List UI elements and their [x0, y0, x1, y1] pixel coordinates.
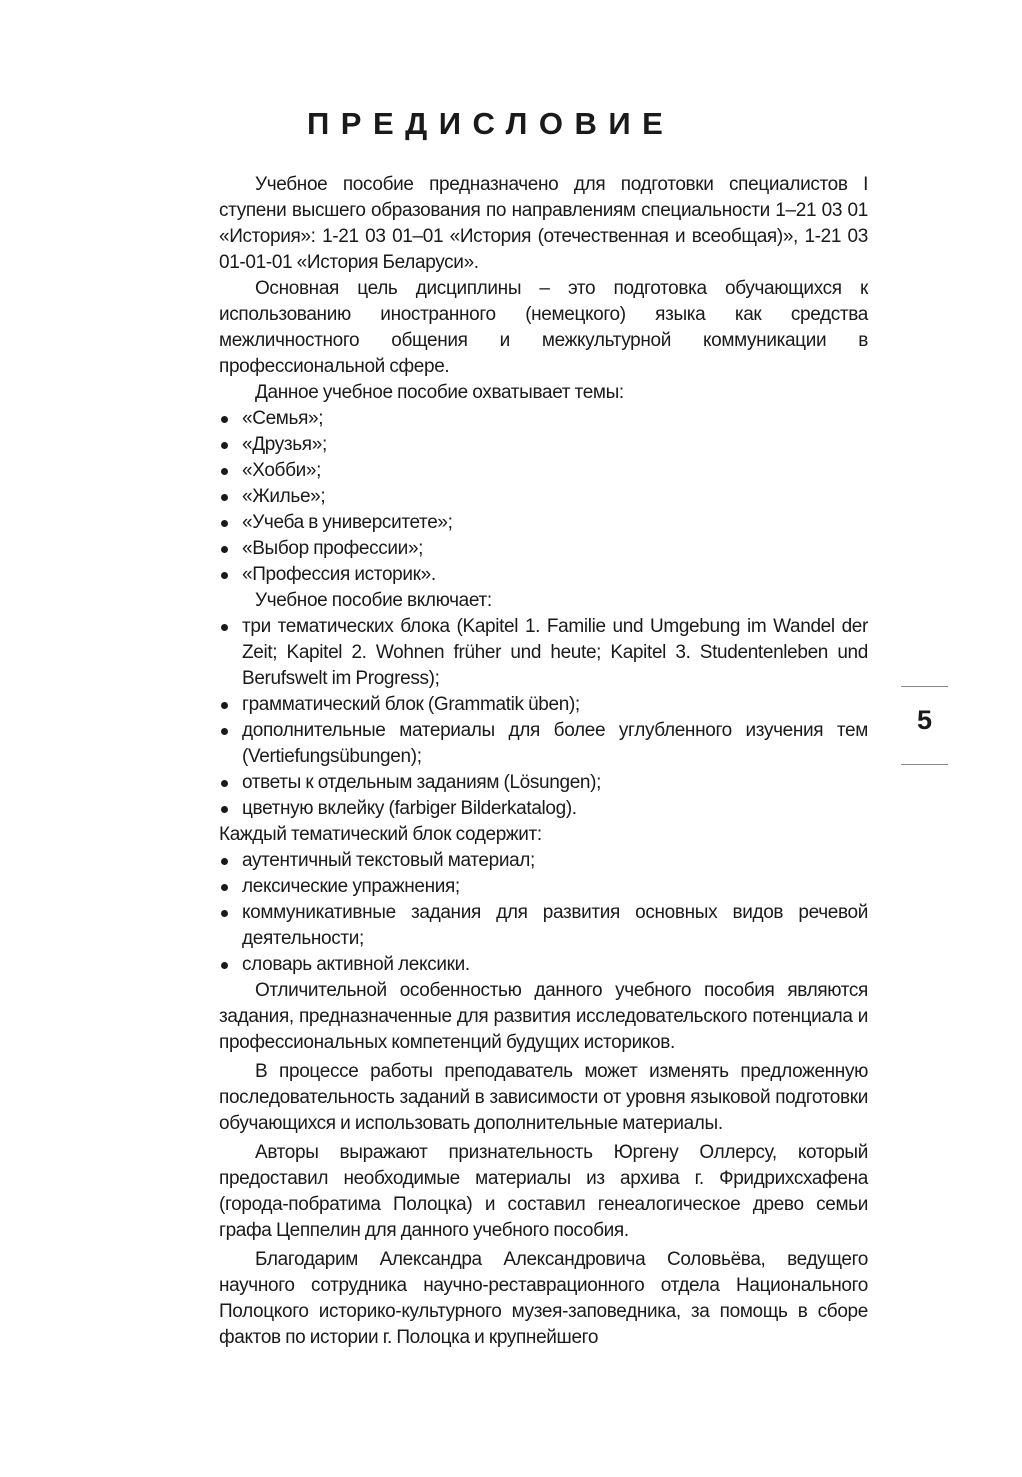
list-item: аутентичный текстовый материал;: [219, 848, 868, 874]
list-item: «Выбор профессии»;: [219, 536, 868, 562]
list-item: словарь активной лексики.: [219, 952, 868, 978]
list-item: «Профессия историк».: [219, 562, 868, 588]
list-item: коммуникативные задания для развития основных видов речевой деятельности;: [219, 900, 868, 952]
block-contents-list: [219, 848, 868, 978]
paragraph-acknowledgement-ollers: Авторы выражают признательность Юргену Оллерсу, который предоставил необходимые материалы из архива г. Фридрихсхафена (города-побратима Полоцка) и составил генеалогическое древо семьи графа Цеппелин для данного учебного пособия.: [219, 1142, 868, 1241]
list-item: «Жилье»;: [219, 484, 868, 510]
page-number: 5: [916, 705, 933, 735]
block-intro: Каждый тематический блок содержит:: [219, 824, 542, 845]
list-item: «Хобби»;: [219, 458, 868, 484]
list-item: «Учеба в университете»;: [219, 510, 868, 536]
list-item: дополнительные материалы для более углубленного изучения тем (Vertiefungsübungen);: [219, 718, 868, 770]
topics-list: [219, 406, 868, 588]
list-item: «Семья»;: [219, 406, 868, 432]
preface-body: [219, 172, 868, 1351]
page-number-bottom-rule: [901, 764, 948, 765]
paragraph-purpose: Учебное пособие предназначено для подготовки специалистов I ступени высшего образования по направлениям специальности 1–21 03 01 «История»: 1-21 03 01–01 «История (отечественная и всеобщая)», 1-21 03 01-01-01 «История Беларуси».: [219, 174, 868, 273]
page-number-top-rule: [901, 686, 948, 687]
list-item: ответы к отдельным заданиям (Lösungen);: [219, 770, 868, 796]
topics-intro: Данное учебное пособие охватывает темы:: [255, 382, 624, 403]
list-item: грамматический блок (Grammatik üben);: [219, 692, 868, 718]
paragraph-feature: Отличительной особенностью данного учебного пособия являются задания, предназначенные для развития исследовательского потенциала и профессиональных компетенций будущих историков.: [219, 980, 868, 1053]
list-item: три тематических блока (Kapitel 1. Familie und Umgebung im Wandel der Zeit; Kapitel 2. Wohnen früher und heute; Kapitel 3. Studentenleben und Berufswelt im Progress);: [219, 614, 868, 692]
includes-list: [219, 614, 868, 822]
paragraph-acknowledgement-solovyov: Благодарим Александра Александровича Соловьёва, ведущего научного сотрудника научно-реставрационного отдела Национального Полоцкого историко-культурного музея-заповедника, за помощь в сборе фактов по истории г. Полоцка и крупнейшего: [219, 1249, 868, 1348]
list-item: лексические упражнения;: [219, 874, 868, 900]
paragraph-teacher: В процессе работы преподаватель может изменять предложенную последовательность заданий в зависимости от уровня языковой подготовки обучающихся и использовать дополнительные материалы.: [219, 1061, 868, 1134]
page-title: ПРЕДИСЛОВИЕ: [307, 106, 675, 141]
includes-intro: Учебное пособие включает:: [255, 590, 492, 611]
paragraph-goal: Основная цель дисциплины – это подготовка обучающихся к использованию иностранного (немецкого) языка как средства межличностного общения и межкультурной коммуникации в профессиональной сфере.: [219, 278, 868, 377]
list-item: цветную вклейку (farbiger Bilderkatalog).: [219, 796, 868, 822]
list-item: «Друзья»;: [219, 432, 868, 458]
